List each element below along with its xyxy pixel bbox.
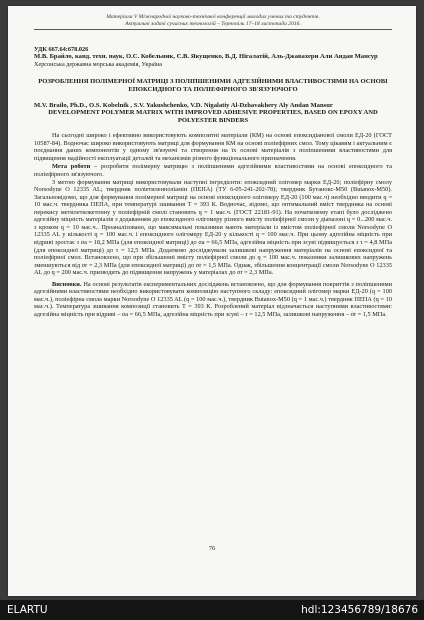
paragraph-method: З метою формування матриці використовували наступні інгредієнти: епоксидний олігомер марки ЕД-20; поліефірну смолу Norsodyne O 12335 AL; твердник поліетиленполіамін (ПЕПА) (ТУ 6-05-241-202-78); твердник Бутанокс-М50 (Butanox-M50). Загальновідомо, що для формування полімерної матриці на основі епоксидного олігомеру ЕД-20 (100 мас.ч) необхідно вводити q = 10 мас.ч. твердника ПЕПА, при температурі зшивання T = 393 К. Водночас, відомо, що оптимальний вміст твердника на основі перекису метилетилкетонну у поліефірній смолі становить q = 1 мас.ч. (ГОСТ 22181-91). На початковому етапі було досліджено адгезійну міцність матеріалів з додаванням до епоксидного олігомеру різного вмісту поліефірної смоли у діапазоні q = 0...200 мас.ч. з кроком q = 10 мас.ч.. Проаналізовано, що максимальні показники мають матеріали із вмістом поліефірної смоли Norsodyne O 12335 AL у кількості q = 100 мас.ч. і епоксидного олігомеру ЕД-20 у кількості q = 100 мас.ч. При цьому адгезійна міцність при відриві зростає з σa = 18,2 МПа (для епоксидної матриці) до σa = 66,5 МПа, адгезійна міцність при зсуві підвищується з τ = 4,8 МПа (для епоксидної матриці) до τ = 12,5 МПа. Додатково досліджували залишкові напруження матеріалів на основі епоксидної та поліефірної смол. Встановлено, що при збільшенні вмісту поліефірної смоли до q = 100 мас.ч. показники залишкових напружень зменшуються від σr = 2,3 МПа (для епоксидної матриці) до σr = 1,5 МПа. Однак, збільшення концентрації смоли Norsodyne O 12335 AL до q = 200 мас.ч. призводить до підвищення напружень у матеріалах до σr = 2,3 МПа. xyxy=(34,178,392,277)
handle-identifier: hdl:123456789/18676 xyxy=(301,604,418,616)
paragraph-aim xyxy=(34,163,392,178)
running-header-line2: Актуальні задачі сучасних технологій – Тернопіль 17–18 листопада 2016. xyxy=(34,21,392,30)
title-ua: РОЗРОБЛЕННЯ ПОЛІМЕРНОЇ МАТРИЦІ З ПОЛІПШЕНИМИ АДГЕЗІЙНИМИ ВЛАСТИВОСТЯМИ НА ОСНОВІ ЕПОКСИДНОГО ТА ПОЛІЕФІРНОГО ЗВ'ЯЗУЮЧОГО xyxy=(38,78,388,93)
page-number: 76 xyxy=(208,545,216,552)
page-content xyxy=(34,14,392,319)
aim-lead: Мета роботи xyxy=(52,163,91,171)
paragraph-conclusions xyxy=(34,281,392,319)
conclusions-text: На основі результатів експериментальних досліджень встановлено, що для формування покриттів з поліпшеними адгезійними властивостями необхідно використовувати композицію наступного складу: епоксидний олігомер марки ЕД-20 (q = 100 мас.ч.), поліефірна смола марки Norsodyne O 12335 AL (q = 100 мас.ч.), твердник Butanox-M50 (q = 1 мас.ч.) твердник ПЕПА (q = 10 мас.ч.). Температура зшивання композиції становить T = 393 К. Розроблений матеріал відзначається наступними властивостями: адгезійна міцність при відриві – σa = 66,5 МПа, адгезійна міцність при зсуві – τ = 12,5 МПа, залишкові напруження – σr = 1,5 МПа. xyxy=(34,280,392,318)
authors-ua: М.В. Брайло, канд. техн. наук, О.С. Кобельник, С.В. Якущенко, В.Д. Нігалатій, Аль-Джавахери Али Андан Мансур xyxy=(34,53,378,61)
title-en: DEVELOPMENT POLYMER MATRIX WITH IMPROVED ADHESIVE PROPERTIES, BASED ON EPOXY AND POLYESTER BINDERS xyxy=(48,109,378,124)
paragraph-intro: На сьогодні широко і ефективно використовують композитні матеріали (КМ) на основі епоксидіанової смоли ЕД-20 (ГОСТ 10587-84). Водночас широко використовують матриці для формування КМ на основі поліефірних смол. Тому цікавим і актуальним є поєднання даних компонентів у одному зв'язуючі та створення на їх основі матеріалів з поліпшеними властивостями для підвищення надійності експлуатації деталей та механізмів різного функціонального призначення. xyxy=(34,132,392,163)
affiliation: Херсонська державна морська академія, Україна xyxy=(34,61,162,68)
document-page xyxy=(8,6,416,596)
conclusions-lead: Висновки. xyxy=(52,280,82,288)
udc-code: УДК 667.64:678.026 xyxy=(34,46,89,53)
viewer-footer-bar xyxy=(0,600,424,620)
running-header-line1: Матеріали V Міжнародної науково-технічної конференції молодих учених та студентів. xyxy=(106,14,320,20)
aim-text: – розробити полімерну матрицю з поліпшеними адгезійними властивостями на основі епоксидного та поліефірного зв'язуючого. xyxy=(34,163,392,178)
repository-name: ELARTU xyxy=(7,604,48,616)
authors-en: M.V. Brailo, Ph.D., O.S. Kobelnik , S.V. Yakushchenko, V.D. Nigalatiy Al-Dzhavakhery Aly Andan Mansur xyxy=(34,101,333,109)
